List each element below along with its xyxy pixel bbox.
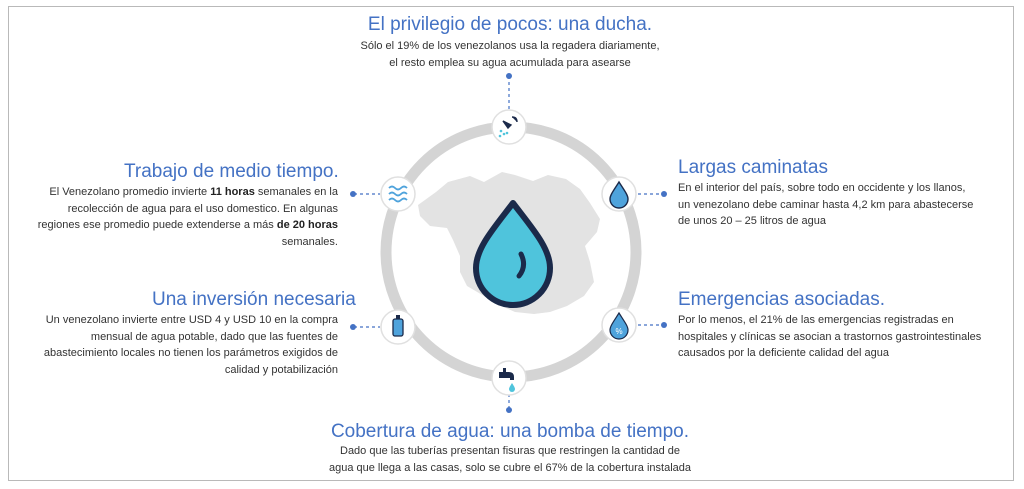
bottom-description [290,443,730,476]
upper-left-line-2: recolección de agua para el uso domestico. En algunas [67,202,338,215]
upper-left-title: Trabajo de medio tiempo. [124,161,339,182]
lower-right-title: Emergencias asociadas. [678,289,885,310]
lower-left-line-1: Un venezolano invierte entre USD 4 y USD 10 en la compra [45,314,338,326]
lower-right-line-3: causados por la deficiente calidad del agua [678,347,889,359]
shower-icon [492,110,526,144]
lower-left-line-4: calidad y potabilización [224,363,338,376]
upper-right-title: Largas caminatas [678,157,828,178]
lower-left-line-3: abastecimiento locales no tienen los parámetros exigidos de [43,347,338,359]
bottom-title: Cobertura de agua: una bomba de tiempo. [330,421,690,442]
drop-percent-icon [602,308,636,342]
upper-left-line-4: semanales. [281,235,338,248]
water-waves-icon [381,177,415,211]
lower-right-line-1: Por lo menos, el 21% de las emergencias registradas en [678,314,954,326]
top-line-2: el resto emplea su agua acumulada para asearse [389,56,631,69]
upper-left-line-3: regiones ese promedio puede extenderse a más de 20 horas [37,219,338,231]
top-title: El privilegio de pocos: una ducha. [367,14,653,35]
bottom-line-1: Dado que las tuberías presentan fisuras que restringen la cantidad de [340,445,680,457]
water-bottle-icon [381,310,415,344]
upper-right-line-2: un venezolano debe caminar hasta 4,2 km para abastecerse [678,198,974,211]
upper-left-description [14,184,338,250]
upper-right-line-3: de unos 20 – 25 litros de agua [678,215,827,227]
upper-left-line-1: El Venezolano promedio invierte 11 horas semanales en la [49,186,338,198]
upper-right-description [678,180,1008,230]
svg-text:%: % [615,327,623,336]
bottom-line-2: agua que llega a las casas, solo se cubre el 67% de la cobertura instalada [328,461,691,474]
lower-left-description [14,312,338,378]
lower-right-line-2: hospitales y clínicas se asocian a trastornos gastrointestinales [678,330,982,343]
top-line-1: Sólo el 19% de los venezolanos usa la regadera diariamente, [360,40,660,52]
upper-right-line-1: En el interior del país, sobre todo en occidente y los llanos, [678,182,966,194]
water-drop-icon [602,177,636,211]
faucet-icon [492,361,526,395]
lower-left-title: Una inversión necesaria [152,289,356,310]
lower-left-line-2: mensual de agua potable, dado que las fuentes de [90,330,338,343]
top-description [320,38,700,71]
lower-right-description [678,312,1008,362]
